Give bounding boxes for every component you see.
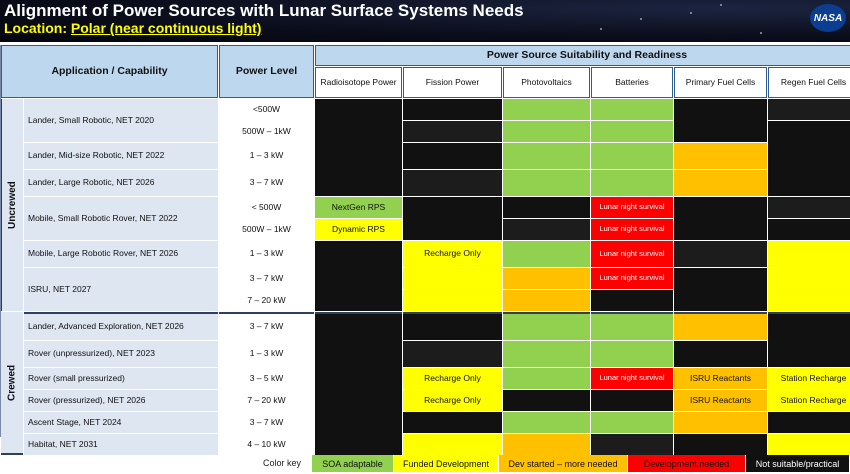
- rating-cell: NextGen RPS: [315, 197, 402, 218]
- power-level-cell: 4 – 10 kW: [219, 434, 314, 455]
- power-level-cell: <500W: [219, 99, 314, 120]
- rating-cell: Station Recharge: [768, 368, 850, 389]
- rating-cell: [503, 241, 590, 267]
- group-label-uncrewed: Uncrewed: [1, 99, 23, 311]
- rating-cell: [674, 99, 767, 142]
- suitability-table: [0, 45, 850, 449]
- app-row-label: ISRU, NET 2027: [24, 268, 218, 311]
- location-value: Polar (near continuous light): [70, 20, 262, 36]
- suitability-header: Power Source Suitability and Readiness: [315, 45, 850, 66]
- rating-cell: [591, 290, 673, 311]
- rating-cell: Lunar night survival: [591, 268, 673, 289]
- rating-cell: Lunar night survival: [591, 368, 673, 389]
- rating-cell: [768, 434, 850, 455]
- app-row-label: Ascent Stage, NET 2024: [24, 412, 218, 433]
- rating-cell: [503, 197, 590, 218]
- rating-cell: [315, 312, 402, 455]
- app-row-label: Lander, Large Robotic, NET 2026: [24, 170, 218, 196]
- power-level-cell: 500W – 1kW: [219, 219, 314, 240]
- power-level-cell: 1 – 3 kW: [219, 241, 314, 267]
- rating-cell: [503, 170, 590, 196]
- rating-cell: [674, 170, 767, 196]
- rating-cell: [674, 268, 767, 311]
- rating-cell: [503, 341, 590, 367]
- rating-cell: [674, 434, 767, 455]
- rating-cell: [591, 312, 673, 340]
- key-funded-development: Funded Development: [394, 455, 498, 472]
- rating-cell: [503, 368, 590, 389]
- rating-cell: [591, 170, 673, 196]
- rating-cell: [503, 121, 590, 142]
- source-header-radioisotope: Radioisotope Power: [315, 67, 402, 98]
- col-header-application: Application / Capability: [1, 45, 218, 98]
- app-row-label: Habitat, NET 2031: [24, 434, 218, 455]
- app-row-label: Lander, Small Robotic, NET 2020: [24, 99, 218, 142]
- rating-cell: [403, 434, 502, 455]
- rating-cell: [403, 412, 502, 433]
- page-title: Alignment of Power Sources with Lunar Surface Systems Needs: [4, 1, 524, 20]
- rating-cell: Dynamic RPS: [315, 219, 402, 240]
- color-key-label: Color key: [263, 458, 302, 468]
- title-banner: [0, 0, 850, 42]
- rating-cell: [674, 312, 767, 340]
- rating-cell: [403, 99, 502, 120]
- col-header-power-level: Power Level: [219, 45, 314, 98]
- rating-cell: ISRU Reactants: [674, 368, 767, 389]
- color-key: [0, 455, 850, 472]
- rating-cell: [503, 268, 590, 289]
- rating-cell: [591, 143, 673, 169]
- rating-cell: [674, 143, 767, 169]
- source-header-primary-fuel-cells: Primary Fuel Cells: [674, 67, 767, 98]
- key-development-needed: Development needed: [628, 455, 745, 472]
- source-header-batteries: Batteries: [591, 67, 673, 98]
- power-level-cell: 7 – 20 kW: [219, 390, 314, 411]
- power-level-cell: 3 – 7 kW: [219, 268, 314, 289]
- rating-cell: [503, 290, 590, 311]
- rating-cell: Lunar night survival: [591, 197, 673, 218]
- key-not-suitable: Not suitable/practical: [746, 455, 849, 472]
- key-soa-adaptable: SOA adaptable: [312, 455, 393, 472]
- rating-cell: [768, 219, 850, 240]
- rating-cell: [768, 241, 850, 267]
- rating-cell: [403, 312, 502, 340]
- rating-cell: [768, 121, 850, 196]
- rating-cell: ISRU Reactants: [674, 390, 767, 411]
- app-row-label: Lander, Mid-size Robotic, NET 2022: [24, 143, 218, 169]
- rating-cell: [403, 170, 502, 196]
- rating-cell: [503, 143, 590, 169]
- nasa-logo-text: NASA: [813, 12, 843, 24]
- power-level-cell: < 500W: [219, 197, 314, 218]
- power-level-cell: 1 – 3 kW: [219, 341, 314, 367]
- source-header-fission: Fission Power: [403, 67, 502, 98]
- rating-cell: [403, 290, 502, 311]
- app-row-label: Rover (small pressurized): [24, 368, 218, 389]
- rating-cell: [503, 219, 590, 240]
- nasa-logo-icon: [810, 4, 846, 32]
- app-row-label: Mobile, Small Robotic Rover, NET 2022: [24, 197, 218, 240]
- rating-cell: [503, 434, 590, 455]
- rating-cell: [768, 99, 850, 120]
- group-label-crewed: Crewed: [1, 312, 23, 455]
- rating-cell: [674, 412, 767, 433]
- rating-cell: [768, 197, 850, 218]
- rating-cell: [315, 241, 402, 311]
- rating-cell: Recharge Only: [403, 241, 502, 267]
- rating-cell: Lunar night survival: [591, 219, 673, 240]
- rating-cell: [591, 412, 673, 433]
- rating-cell: [403, 143, 502, 169]
- rating-cell: [591, 390, 673, 411]
- rating-cell: [768, 312, 850, 367]
- rating-cell: Recharge Only: [403, 368, 502, 389]
- power-level-cell: 3 – 7 kW: [219, 170, 314, 196]
- location-prefix: Location:: [4, 20, 71, 36]
- rating-cell: [591, 434, 673, 455]
- rating-cell: [503, 390, 590, 411]
- power-level-cell: 3 – 7 kW: [219, 412, 314, 433]
- rating-cell: [591, 99, 673, 120]
- rating-cell: [768, 412, 850, 433]
- rating-cell: [503, 412, 590, 433]
- rating-cell: [503, 99, 590, 120]
- app-row-label: Mobile, Large Robotic Rover, NET 2026: [24, 241, 218, 267]
- rating-cell: [403, 341, 502, 367]
- source-header-photovoltaics: Photovoltaics: [503, 67, 590, 98]
- power-level-cell: 500W – 1kW: [219, 121, 314, 142]
- location-subtitle: [4, 20, 261, 36]
- app-row-label: Rover (pressurized), NET 2026: [24, 390, 218, 411]
- rating-cell: Lunar night survival: [591, 241, 673, 267]
- rating-cell: [768, 290, 850, 311]
- rating-cell: Recharge Only: [403, 390, 502, 411]
- rating-cell: [591, 341, 673, 367]
- power-level-cell: 3 – 7 kW: [219, 312, 314, 340]
- power-level-cell: 7 – 20 kW: [219, 290, 314, 311]
- rating-cell: [768, 268, 850, 289]
- rating-cell: [403, 121, 502, 142]
- rating-cell: [315, 99, 402, 196]
- rating-cell: [403, 268, 502, 289]
- rating-cell: [591, 121, 673, 142]
- power-level-cell: 1 – 3 kW: [219, 143, 314, 169]
- rating-cell: Station Recharge: [768, 390, 850, 411]
- key-dev-started: Dev started – more needed: [499, 455, 627, 472]
- rating-cell: [674, 341, 767, 367]
- source-header-regen-fuel-cells: Regen Fuel Cells: [768, 67, 850, 98]
- rating-cell: [403, 197, 502, 240]
- app-row-label: Rover (unpressurized), NET 2023: [24, 341, 218, 367]
- rating-cell: [674, 197, 767, 240]
- power-level-cell: 3 – 5 kW: [219, 368, 314, 389]
- rating-cell: [674, 241, 767, 267]
- app-row-label: Lander, Advanced Exploration, NET 2026: [24, 312, 218, 340]
- rating-cell: [503, 312, 590, 340]
